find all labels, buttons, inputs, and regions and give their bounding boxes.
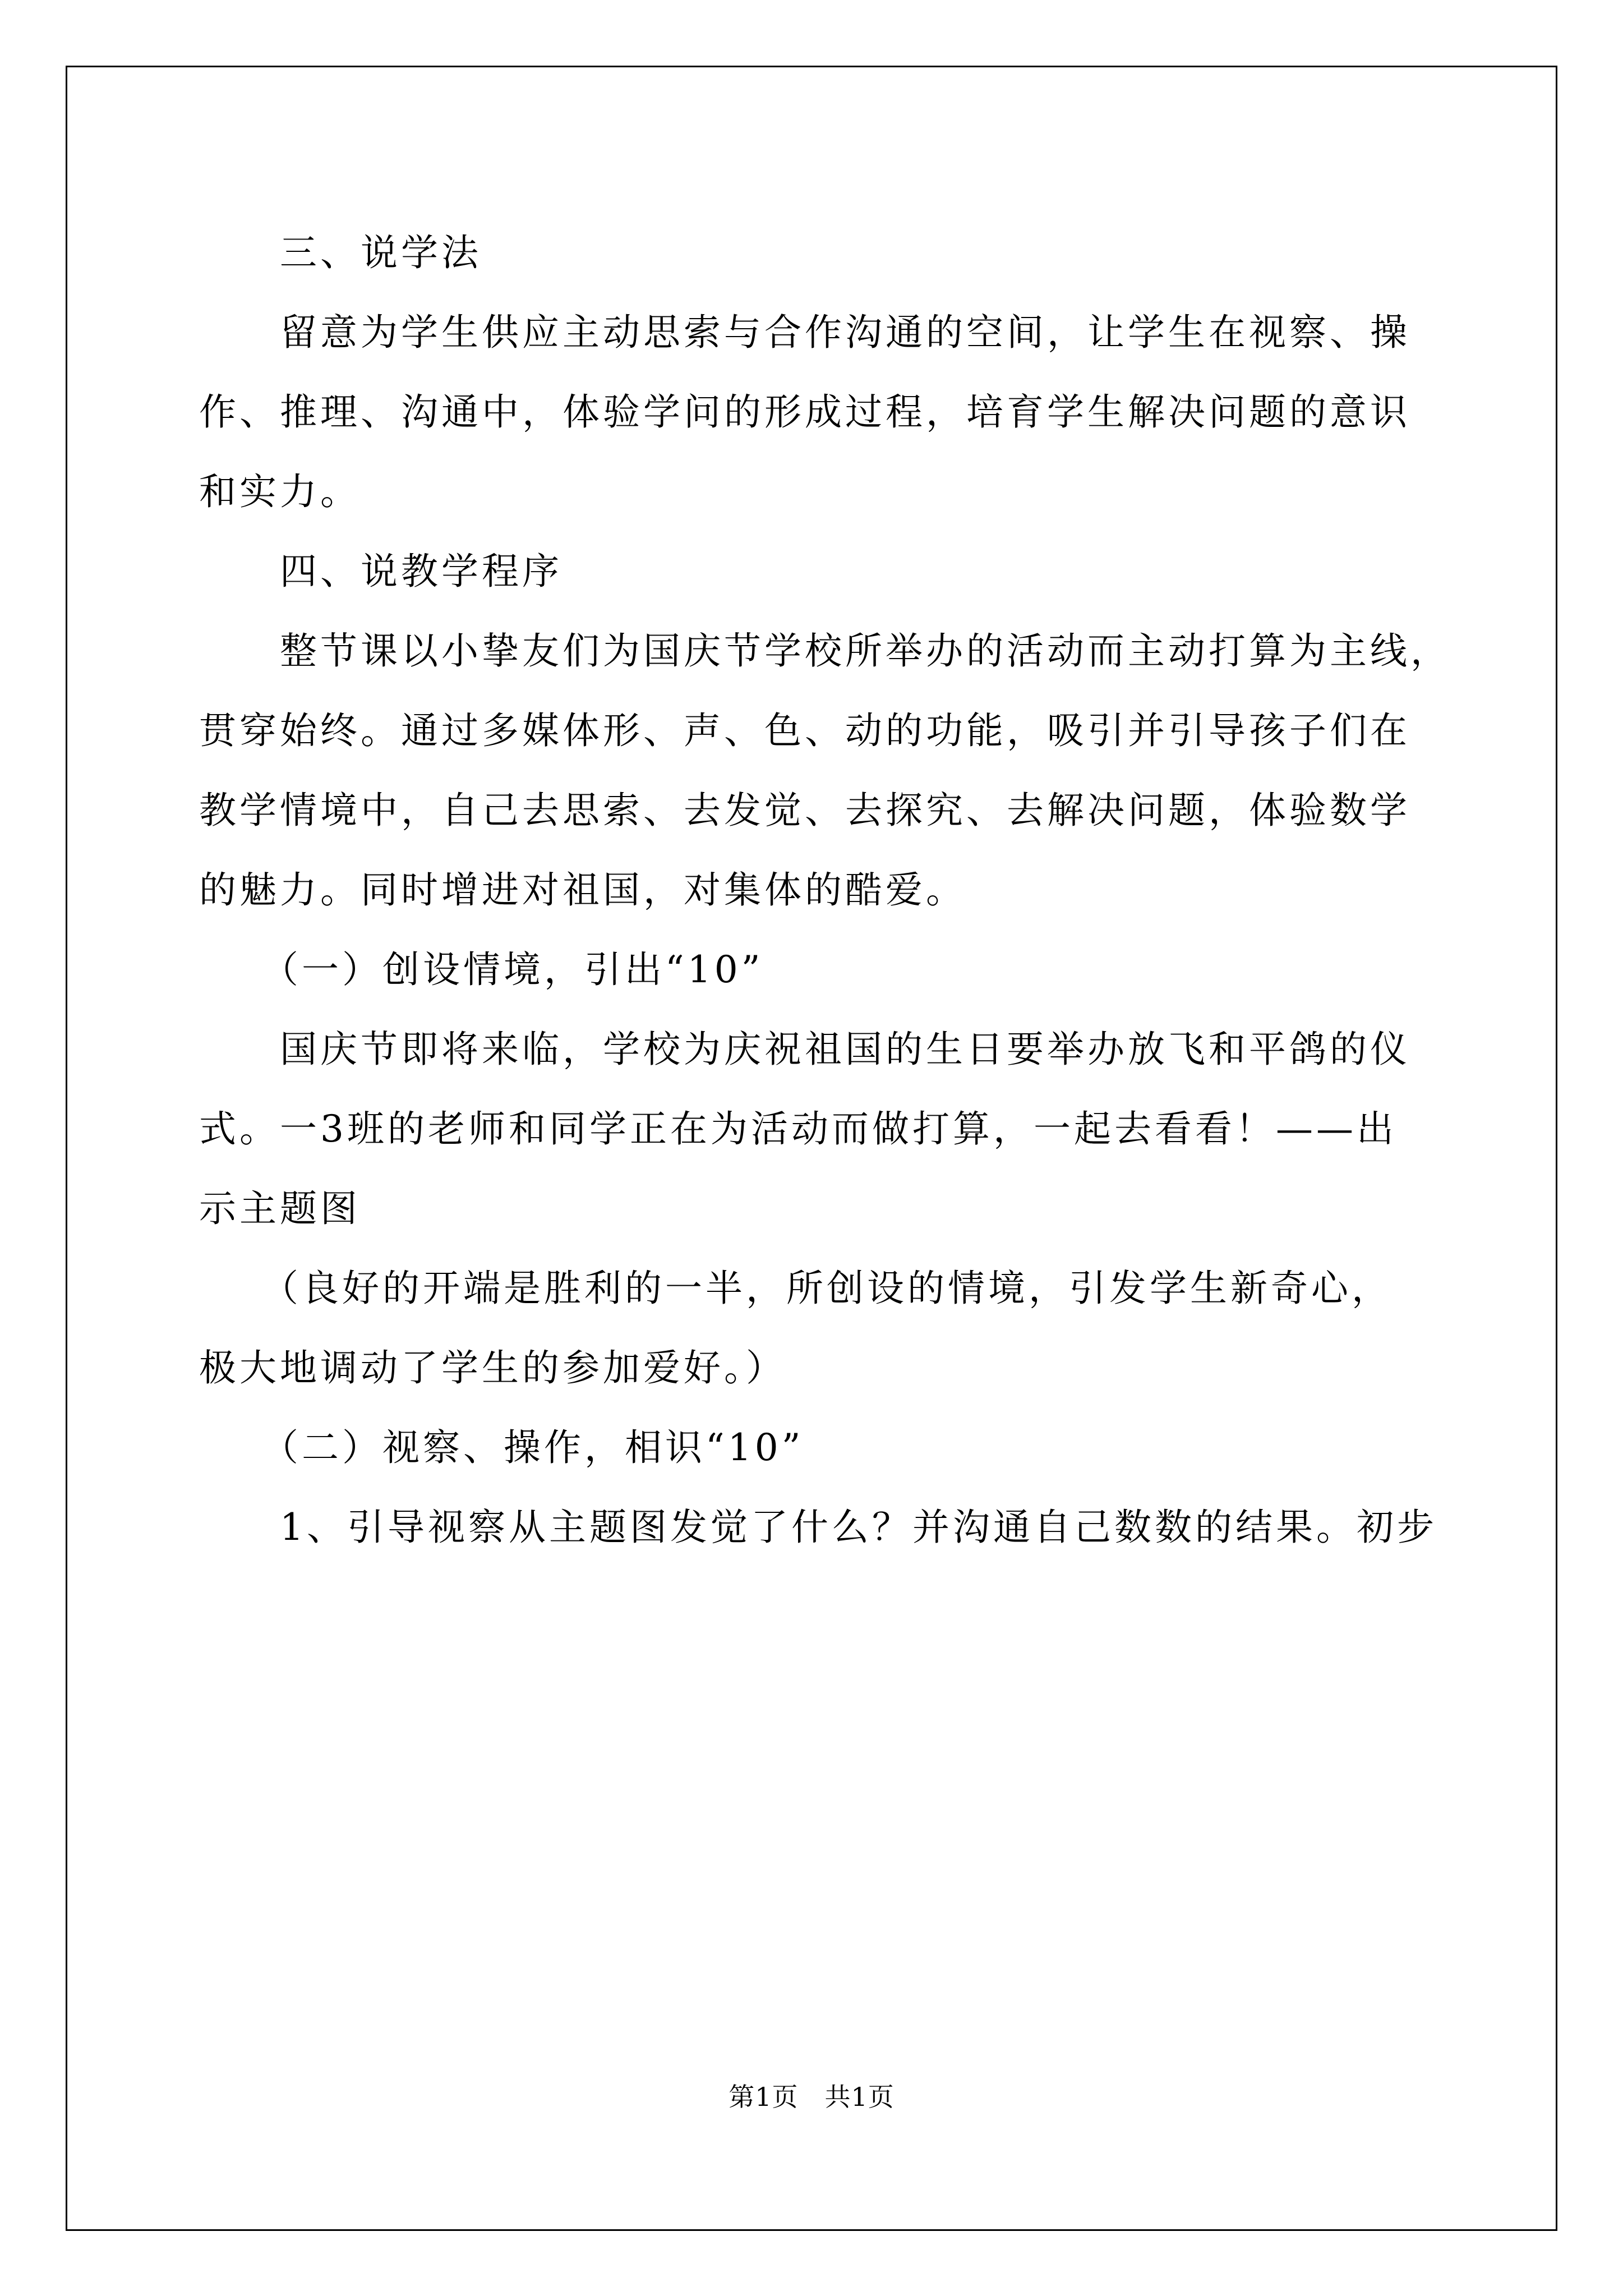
- document-body: [199, 213, 1451, 1567]
- text-line: 四、说教学程序: [199, 550, 562, 593]
- text-line: （良好的开端是胜利的一半，所创设的情境，引发学生新奇心，: [199, 1267, 1392, 1310]
- text-line: 留意为学生供应主动思索与合作沟通的空间，让学生在视察、操: [199, 311, 1410, 354]
- text-line: 示主题图: [199, 1187, 361, 1230]
- text-line: 1、引导视察从主题图发觉了什么？并沟通自己数数的结果。初步: [199, 1506, 1437, 1549]
- text-line: （一）创设情境，引出“10”: [199, 948, 764, 991]
- text-line: 作、推理、沟通中，体验学问的形成过程，培育学生解决问题的意识: [199, 390, 1410, 434]
- text-line: 极大地调动了学生的参加爱好。）: [199, 1346, 786, 1389]
- text-line: 三、说学法: [199, 231, 482, 274]
- text-line: 的魅力。同时增进对祖国，对集体的酷爱。: [199, 868, 966, 912]
- text-line: 和实力。: [199, 470, 361, 513]
- text-line: 贯穿始终。通过多媒体形、声、色、动的功能，吸引并引导孩子们在: [199, 709, 1410, 752]
- page-footer: 第1页 共1页: [728, 2082, 895, 2112]
- text-line: （二）视察、操作，相识“10”: [199, 1426, 804, 1469]
- text-line: 式。一3班的老师和同学正在为活动而做打算，一起去看看！——出: [199, 1107, 1397, 1151]
- text-line: 国庆节即将来临，学校为庆祝祖国的生日要举办放飞和平鸽的仪: [199, 1028, 1410, 1071]
- text-line: 整节课以小挚友们为国庆节学校所举办的活动而主动打算为主线，: [199, 629, 1451, 673]
- text-line: 教学情境中，自己去思索、去发觉、去探究、去解决问题，体验数学: [199, 789, 1410, 832]
